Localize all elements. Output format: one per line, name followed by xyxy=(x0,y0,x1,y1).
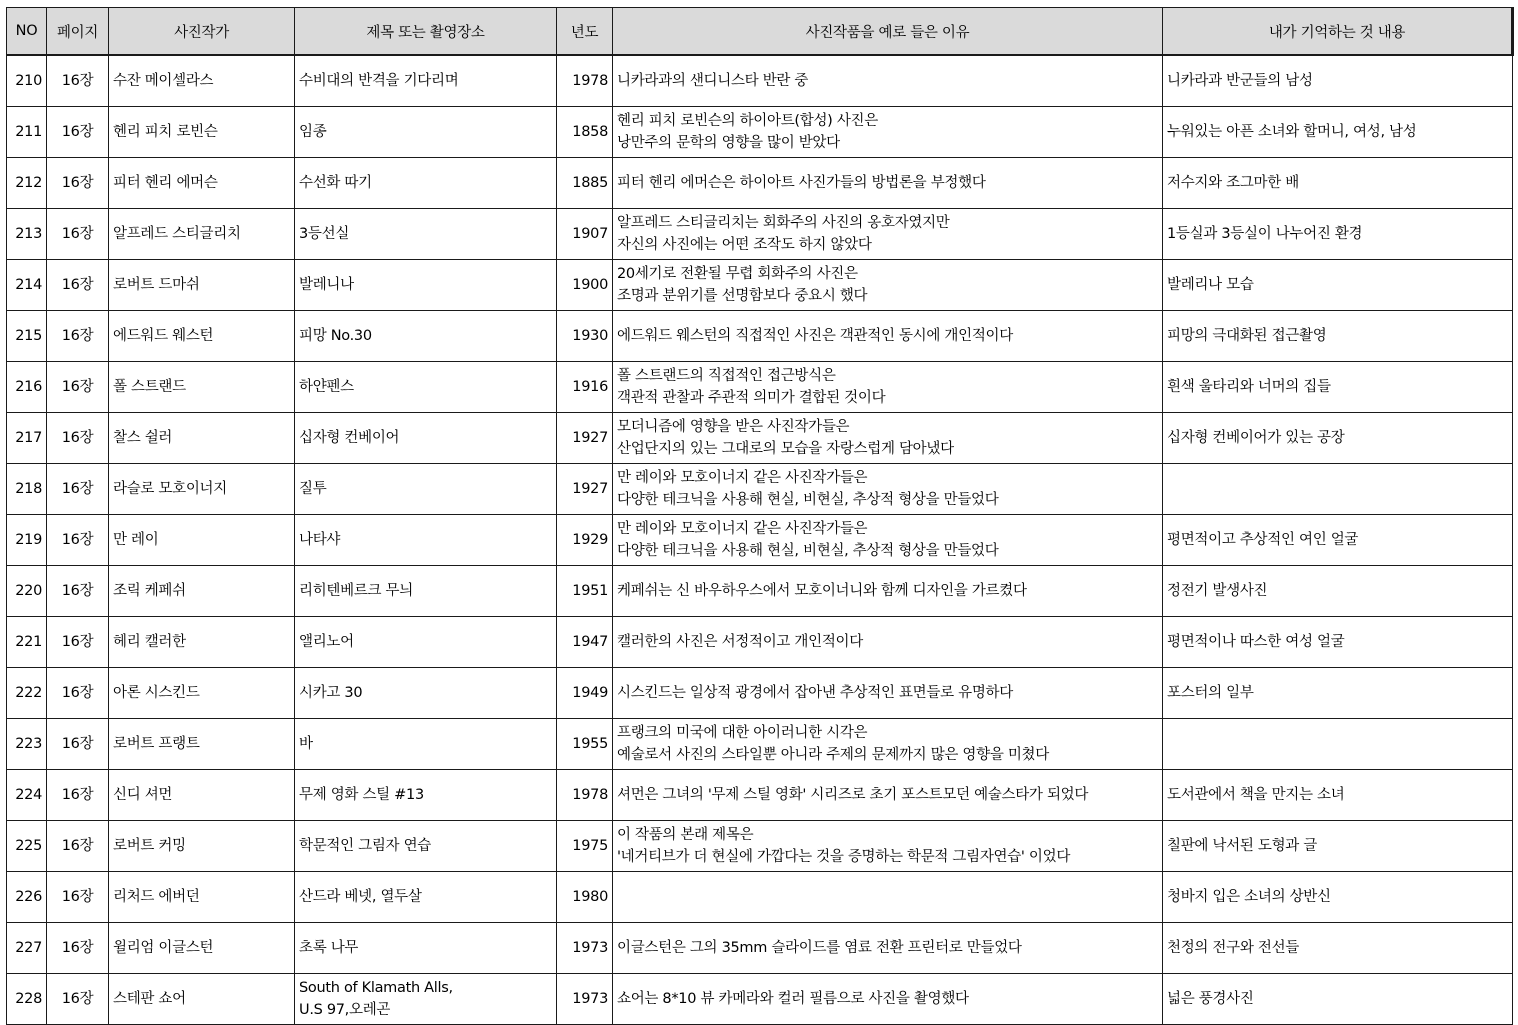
cell-memory[interactable]: 니카라과 반군들의 남성 xyxy=(1163,55,1513,107)
cell-title-line: 3등선실 xyxy=(299,226,350,242)
cell-artist[interactable]: 로버트 프랭트 xyxy=(109,719,295,770)
cell-reason[interactable] xyxy=(613,55,1163,107)
cell-title-line: 피망 No.30 xyxy=(299,328,372,344)
cell-title-line: South of Klamath Alls, xyxy=(299,980,453,996)
cell-page[interactable]: 16장 xyxy=(47,107,109,158)
cell-reason-line: 조명과 분위기를 선명함보다 중요시 했다 xyxy=(617,288,868,304)
cell-reason[interactable] xyxy=(613,617,1163,668)
cell-memory[interactable]: 저수지와 조그마한 배 xyxy=(1163,158,1513,209)
cell-reason[interactable] xyxy=(613,668,1163,719)
cell-page[interactable]: 16장 xyxy=(47,974,109,1025)
cell-artist[interactable]: 로버트 커밍 xyxy=(109,821,295,872)
cell-artist[interactable]: 스테판 쇼어 xyxy=(109,974,295,1025)
cell-year[interactable]: 1927 xyxy=(557,464,613,515)
cell-reason-line: 다양한 테크닉을 사용해 현실, 비현실, 추상적 형상을 만들었다 xyxy=(617,543,999,559)
header-artist[interactable]: 사진작가 xyxy=(109,8,295,56)
cell-memory[interactable] xyxy=(1163,464,1513,515)
header-memory[interactable]: 내가 기억하는 것 내용 xyxy=(1163,8,1513,56)
header-no[interactable]: NO xyxy=(7,8,47,56)
cell-no[interactable]: 222 xyxy=(7,668,47,719)
cell-page[interactable]: 16장 xyxy=(47,158,109,209)
cell-page[interactable]: 16장 xyxy=(47,464,109,515)
cell-title[interactable] xyxy=(295,107,557,158)
cell-reason-line: 이글스턴은 그의 35mm 슬라이드를 염료 전환 프린터로 만들었다 xyxy=(617,940,1022,956)
header-row xyxy=(7,8,1513,56)
cell-title[interactable] xyxy=(295,209,557,260)
cell-title-line: 산드라 베넷, 열두살 xyxy=(299,889,422,905)
cell-page[interactable]: 16장 xyxy=(47,260,109,311)
cell-page[interactable]: 16장 xyxy=(47,413,109,464)
cell-title[interactable] xyxy=(295,974,557,1025)
cell-artist[interactable]: 리처드 에버던 xyxy=(109,872,295,923)
table-row xyxy=(7,362,1513,413)
cell-year[interactable]: 1930 xyxy=(557,311,613,362)
cell-title[interactable] xyxy=(295,515,557,566)
table-row xyxy=(7,311,1513,362)
cell-no[interactable]: 227 xyxy=(7,923,47,974)
cell-reason[interactable] xyxy=(613,923,1163,974)
cell-title-line: 나타샤 xyxy=(299,532,341,548)
cell-title[interactable] xyxy=(295,719,557,770)
table-row xyxy=(7,566,1513,617)
cell-reason-line: 시스킨드는 일상적 광경에서 잡아낸 추상적인 표면들로 유명하다 xyxy=(617,685,1013,701)
cell-title[interactable] xyxy=(295,821,557,872)
cell-title[interactable] xyxy=(295,668,557,719)
cell-artist[interactable]: 윌리엄 이글스턴 xyxy=(109,923,295,974)
cell-artist[interactable]: 찰스 쉴러 xyxy=(109,413,295,464)
cell-no[interactable]: 226 xyxy=(7,872,47,923)
header-year[interactable]: 년도 xyxy=(557,8,613,56)
cell-year[interactable]: 1980 xyxy=(557,872,613,923)
cell-title[interactable] xyxy=(295,362,557,413)
table-row xyxy=(7,515,1513,566)
cell-memory[interactable]: 십자형 컨베이어가 있는 공장 xyxy=(1163,413,1513,464)
cell-page[interactable]: 16장 xyxy=(47,209,109,260)
cell-title-line: 초록 나무 xyxy=(299,940,359,956)
cell-memory[interactable]: 도서관에서 책을 만지는 소녀 xyxy=(1163,770,1513,821)
cell-artist[interactable]: 피터 헨리 에머슨 xyxy=(109,158,295,209)
cell-no[interactable]: 221 xyxy=(7,617,47,668)
cell-memory[interactable] xyxy=(1163,719,1513,770)
cell-page[interactable]: 16장 xyxy=(47,668,109,719)
cell-reason[interactable] xyxy=(613,209,1163,260)
cell-reason[interactable] xyxy=(613,872,1163,923)
cell-reason-line: 모더니즘에 영향을 받은 사진작가들은 xyxy=(617,419,850,435)
cell-artist[interactable]: 라슬로 모호이너지 xyxy=(109,464,295,515)
cell-memory[interactable]: 피망의 극대화된 접근촬영 xyxy=(1163,311,1513,362)
cell-reason[interactable] xyxy=(613,311,1163,362)
cell-no[interactable]: 215 xyxy=(7,311,47,362)
cell-reason[interactable] xyxy=(613,107,1163,158)
cell-reason-line: 에드워드 웨스턴의 직접적인 사진은 객관적인 동시에 개인적이다 xyxy=(617,328,1013,344)
cell-year[interactable]: 1929 xyxy=(557,515,613,566)
cell-title[interactable] xyxy=(295,770,557,821)
cell-no[interactable]: 219 xyxy=(7,515,47,566)
cell-title-line: 발레니나 xyxy=(299,277,354,293)
cell-reason[interactable] xyxy=(613,719,1163,770)
cell-memory[interactable]: 천정의 전구와 전선들 xyxy=(1163,923,1513,974)
header-reason[interactable]: 사진작품을 예로 들은 이유 xyxy=(613,8,1163,56)
cell-reason-line: 프랭크의 미국에 대한 아이러니한 시각은 xyxy=(617,725,868,741)
table-row xyxy=(7,617,1513,668)
cell-title[interactable] xyxy=(295,923,557,974)
cell-reason[interactable] xyxy=(613,974,1163,1025)
table-body xyxy=(7,55,1513,1025)
cell-reason[interactable] xyxy=(613,770,1163,821)
cell-year[interactable]: 1907 xyxy=(557,209,613,260)
cell-year[interactable]: 1951 xyxy=(557,566,613,617)
cell-memory[interactable]: 정전기 발생사진 xyxy=(1163,566,1513,617)
cell-title-line: 질투 xyxy=(299,481,327,497)
cell-year[interactable]: 1955 xyxy=(557,719,613,770)
header-title[interactable]: 제목 또는 촬영장소 xyxy=(295,8,557,56)
cell-page[interactable]: 16장 xyxy=(47,55,109,107)
photographer-table xyxy=(6,7,1514,1025)
cell-title-line: U.S 97,오레곤 xyxy=(299,1002,391,1018)
cell-reason-line: 객관적 관찰과 주관적 의미가 결합된 것이다 xyxy=(617,390,886,406)
cell-reason-line: '네거티브가 더 현실에 가깝다는 것을 증명하는 학문적 그림자연습' 이었다 xyxy=(617,849,1071,865)
cell-title[interactable] xyxy=(295,311,557,362)
cell-title-line: 임종 xyxy=(299,124,327,140)
cell-memory[interactable]: 칠판에 낙서된 도형과 글 xyxy=(1163,821,1513,872)
cell-title-line: 시카고 30 xyxy=(299,685,363,701)
cell-artist[interactable]: 에드워드 웨스턴 xyxy=(109,311,295,362)
cell-year[interactable]: 1973 xyxy=(557,923,613,974)
cell-year[interactable]: 1975 xyxy=(557,821,613,872)
table-row xyxy=(7,209,1513,260)
cell-artist[interactable]: 헨리 피치 로빈슨 xyxy=(109,107,295,158)
cell-title-line: 수비대의 반격을 기다리며 xyxy=(299,73,459,89)
cell-reason-line: 만 레이와 모호이너지 같은 사진작가들은 xyxy=(617,521,868,537)
cell-memory[interactable]: 포스터의 일부 xyxy=(1163,668,1513,719)
cell-reason-line: 낭만주의 문학의 영향을 많이 받았다 xyxy=(617,135,840,151)
cell-title-line: 앨리노어 xyxy=(299,634,354,650)
cell-no[interactable]: 225 xyxy=(7,821,47,872)
cell-memory[interactable]: 청바지 입은 소녀의 상반신 xyxy=(1163,872,1513,923)
cell-title[interactable] xyxy=(295,464,557,515)
table-row xyxy=(7,413,1513,464)
cell-no[interactable]: 211 xyxy=(7,107,47,158)
cell-title-line: 십자형 컨베이어 xyxy=(299,430,400,446)
cell-page[interactable]: 16장 xyxy=(47,617,109,668)
cell-reason-line: 폴 스트랜드의 직접적인 접근방식은 xyxy=(617,368,836,384)
cell-page[interactable]: 16장 xyxy=(47,821,109,872)
cell-memory[interactable]: 발레리나 모습 xyxy=(1163,260,1513,311)
table-row xyxy=(7,821,1513,872)
table-row xyxy=(7,872,1513,923)
cell-reason-line: 산업단지의 있는 그대로의 모습을 자랑스럽게 담아냈다 xyxy=(617,441,954,457)
cell-reason[interactable] xyxy=(613,260,1163,311)
cell-no[interactable]: 217 xyxy=(7,413,47,464)
cell-title-line: 수선화 따기 xyxy=(299,175,372,191)
table-row xyxy=(7,974,1513,1025)
cell-artist[interactable]: 아론 시스킨드 xyxy=(109,668,295,719)
cell-reason-line: 쇼어는 8*10 뷰 카메라와 컬러 필름으로 사진을 촬영했다 xyxy=(617,991,969,1007)
cell-reason[interactable] xyxy=(613,362,1163,413)
cell-no[interactable]: 212 xyxy=(7,158,47,209)
cell-reason[interactable] xyxy=(613,821,1163,872)
cell-year[interactable]: 1900 xyxy=(557,260,613,311)
cell-page[interactable]: 16장 xyxy=(47,566,109,617)
cell-reason-line: 알프레드 스티글리치는 회화주의 사진의 옹호자였지만 xyxy=(617,215,950,231)
cell-memory[interactable]: 평면적이고 추상적인 여인 얼굴 xyxy=(1163,515,1513,566)
cell-no[interactable]: 220 xyxy=(7,566,47,617)
cell-page[interactable]: 16장 xyxy=(47,770,109,821)
cell-artist[interactable]: 알프레드 스티글리치 xyxy=(109,209,295,260)
cell-artist[interactable]: 만 레이 xyxy=(109,515,295,566)
cell-reason[interactable] xyxy=(613,158,1163,209)
cell-title[interactable] xyxy=(295,55,557,107)
cell-year[interactable]: 1916 xyxy=(557,362,613,413)
cell-no[interactable]: 213 xyxy=(7,209,47,260)
cell-title-line: 하얀펜스 xyxy=(299,379,354,395)
table-row xyxy=(7,923,1513,974)
cell-reason[interactable] xyxy=(613,464,1163,515)
cell-reason-line: 만 레이와 모호이너지 같은 사진작가들은 xyxy=(617,470,868,486)
cell-artist[interactable]: 신디 셔먼 xyxy=(109,770,295,821)
cell-title-line: 바 xyxy=(299,736,313,752)
table-row xyxy=(7,158,1513,209)
cell-page[interactable]: 16장 xyxy=(47,923,109,974)
cell-no[interactable]: 210 xyxy=(7,55,47,107)
cell-title-line: 무제 영화 스틸 #13 xyxy=(299,787,424,803)
cell-reason-line: 헨리 피치 로빈슨의 하이아트(합성) 사진은 xyxy=(617,113,878,129)
cell-page[interactable]: 16장 xyxy=(47,515,109,566)
cell-page[interactable]: 16장 xyxy=(47,362,109,413)
cell-title[interactable] xyxy=(295,872,557,923)
cell-memory[interactable]: 흰색 울타리와 너머의 집들 xyxy=(1163,362,1513,413)
cell-no[interactable]: 223 xyxy=(7,719,47,770)
table-row xyxy=(7,770,1513,821)
cell-memory[interactable]: 누워있는 아픈 소녀와 할머니, 여성, 남성 xyxy=(1163,107,1513,158)
table-row xyxy=(7,260,1513,311)
cell-memory[interactable]: 평면적이나 따스한 여성 얼굴 xyxy=(1163,617,1513,668)
cell-no[interactable]: 228 xyxy=(7,974,47,1025)
header-page[interactable]: 페이지 xyxy=(47,8,109,56)
cell-reason-line: 피터 헨리 에머슨은 하이아트 사진가들의 방법론을 부정했다 xyxy=(617,175,986,191)
cell-title-line: 학문적인 그림자 연습 xyxy=(299,838,431,854)
cell-reason-line: 자신의 사진에는 어떤 조작도 하지 않았다 xyxy=(617,237,872,253)
table-row xyxy=(7,668,1513,719)
cell-reason[interactable] xyxy=(613,515,1163,566)
cell-reason-line: 예술로서 사진의 스타일뿐 아니라 주제의 문제까지 많은 영향을 미쳤다 xyxy=(617,747,1049,763)
cell-year[interactable]: 1858 xyxy=(557,107,613,158)
cell-memory[interactable]: 넓은 풍경사진 xyxy=(1163,974,1513,1025)
table-row xyxy=(7,719,1513,770)
table-row xyxy=(7,464,1513,515)
cell-title[interactable] xyxy=(295,566,557,617)
cell-reason-line: 이 작품의 본래 제목은 xyxy=(617,827,754,843)
cell-year[interactable]: 1927 xyxy=(557,413,613,464)
cell-reason[interactable] xyxy=(613,413,1163,464)
cell-reason-line: 캘러한의 사진은 서정적이고 개인적이다 xyxy=(617,634,863,650)
cell-no[interactable]: 218 xyxy=(7,464,47,515)
cell-year[interactable]: 1947 xyxy=(557,617,613,668)
cell-year[interactable]: 1973 xyxy=(557,974,613,1025)
cell-year[interactable]: 1978 xyxy=(557,55,613,107)
cell-title[interactable] xyxy=(295,260,557,311)
cell-title[interactable] xyxy=(295,617,557,668)
cell-reason-line: 다양한 테크닉을 사용해 현실, 비현실, 추상적 형상을 만들었다 xyxy=(617,492,999,508)
cell-page[interactable]: 16장 xyxy=(47,719,109,770)
table-row xyxy=(7,55,1513,107)
cell-no[interactable]: 216 xyxy=(7,362,47,413)
cell-no[interactable]: 214 xyxy=(7,260,47,311)
cell-year[interactable]: 1978 xyxy=(557,770,613,821)
spreadsheet xyxy=(6,7,1514,1025)
cell-page[interactable]: 16장 xyxy=(47,311,109,362)
cell-title[interactable] xyxy=(295,158,557,209)
cell-reason[interactable] xyxy=(613,566,1163,617)
cell-artist[interactable]: 폴 스트랜드 xyxy=(109,362,295,413)
cell-artist[interactable]: 헤리 캘러한 xyxy=(109,617,295,668)
cell-title-line: 리히텐베르크 무늬 xyxy=(299,583,413,599)
cell-artist[interactable]: 조릭 케페쉬 xyxy=(109,566,295,617)
cell-year[interactable]: 1885 xyxy=(557,158,613,209)
cell-artist[interactable]: 로버트 드마쉬 xyxy=(109,260,295,311)
cell-reason-line: 20세기로 전환될 무렵 회화주의 사진은 xyxy=(617,266,858,282)
cell-memory[interactable]: 1등실과 3등실이 나누어진 환경 xyxy=(1163,209,1513,260)
cell-reason-line: 니카라과의 샌디니스타 반란 중 xyxy=(617,73,809,89)
cell-reason-line: 케페쉬는 신 바우하우스에서 모호이너니와 함께 디자인을 가르켰다 xyxy=(617,583,1027,599)
cell-no[interactable]: 224 xyxy=(7,770,47,821)
cell-title[interactable] xyxy=(295,413,557,464)
cell-reason-line: 셔먼은 그녀의 '무제 스틸 영화' 시리즈로 초기 포스트모던 예술스타가 되었다 xyxy=(617,787,1089,803)
table-row xyxy=(7,107,1513,158)
cell-artist[interactable]: 수잔 메이셀라스 xyxy=(109,55,295,107)
cell-year[interactable]: 1949 xyxy=(557,668,613,719)
cell-page[interactable]: 16장 xyxy=(47,872,109,923)
